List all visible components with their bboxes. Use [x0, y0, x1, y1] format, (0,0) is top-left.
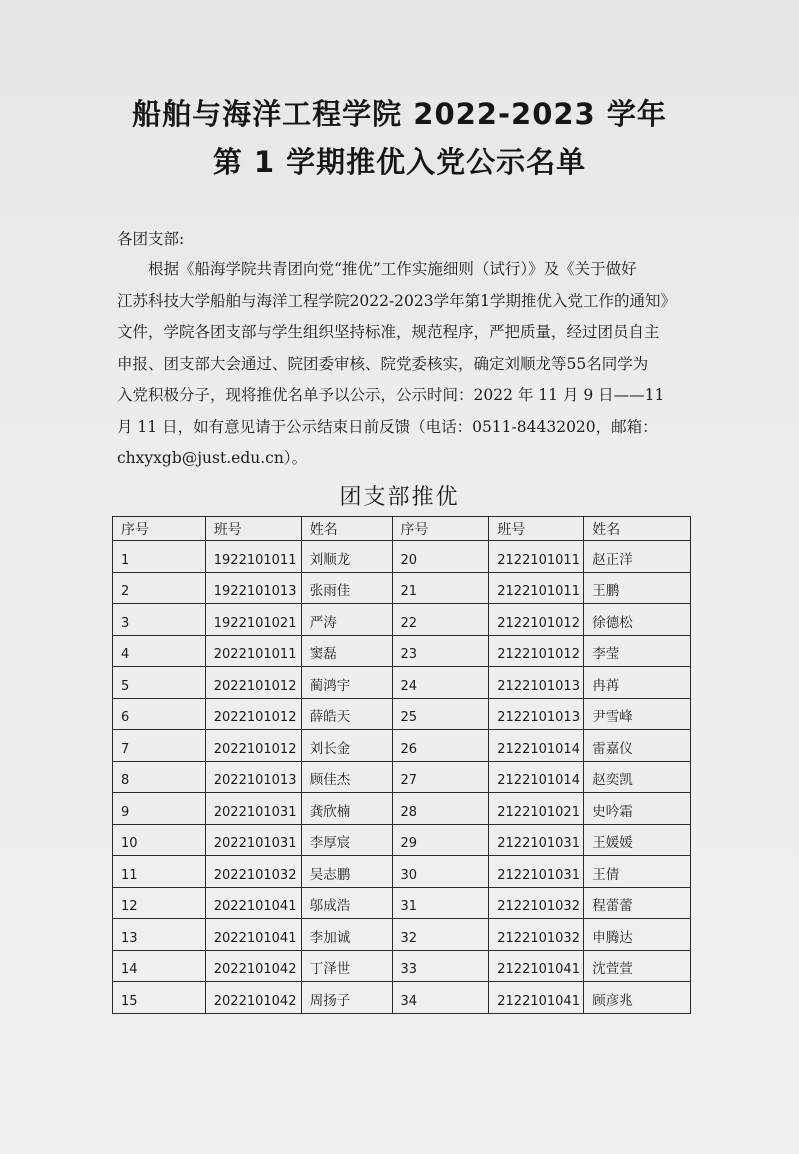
cell-class: 2122101013	[489, 667, 584, 699]
table-row	[113, 824, 691, 856]
cell-seq: 21	[392, 572, 489, 604]
cell-seq: 10	[113, 824, 206, 856]
cell-class: 2122101031	[489, 824, 584, 856]
header-seq-left: 序号	[113, 517, 206, 541]
cell-seq: 11	[113, 856, 206, 888]
cell-name: 顾彦兆	[584, 982, 691, 1014]
cell-seq: 5	[113, 667, 206, 699]
cell-name: 冉苒	[584, 667, 691, 699]
cell-name: 顾佳杰	[301, 761, 392, 793]
table-row	[113, 793, 691, 825]
cell-seq: 1	[113, 541, 206, 573]
cell-seq: 27	[392, 761, 489, 793]
cell-name: 邬成浩	[301, 887, 392, 919]
table-body	[113, 541, 691, 1014]
cell-name: 周扬子	[301, 982, 392, 1014]
cell-seq: 30	[392, 856, 489, 888]
header-class-right: 班号	[489, 517, 584, 541]
cell-seq: 33	[392, 950, 489, 982]
cell-name: 刘长金	[301, 730, 392, 762]
cell-name: 沈萱萱	[584, 950, 691, 982]
cell-name: 王鹏	[584, 572, 691, 604]
cell-name: 徐德松	[584, 604, 691, 636]
cell-seq: 7	[113, 730, 206, 762]
cell-name: 丁泽世	[301, 950, 392, 982]
recommendation-table	[112, 516, 691, 1014]
cell-name: 赵奕凯	[584, 761, 691, 793]
header-name-right: 姓名	[584, 517, 691, 541]
cell-seq: 20	[392, 541, 489, 573]
cell-seq: 13	[113, 919, 206, 951]
cell-class: 2022101012	[205, 730, 301, 762]
cell-seq: 34	[392, 982, 489, 1014]
cell-seq: 12	[113, 887, 206, 919]
paragraph-line: 月 11 日，如有意见请于公示结束日前反馈（电话：0511-84432020，邮箱：	[117, 417, 658, 436]
cell-seq: 29	[392, 824, 489, 856]
cell-class: 2022101012	[205, 698, 301, 730]
cell-class: 2022101041	[205, 887, 301, 919]
cell-class: 2022101031	[205, 824, 301, 856]
cell-name: 尹雪峰	[584, 698, 691, 730]
header-name-left: 姓名	[301, 517, 392, 541]
cell-name: 史吟霜	[584, 793, 691, 825]
cell-name: 李加诚	[301, 919, 392, 951]
document-title-line1: 船舶与海洋工程学院 2022-2023 学年	[132, 97, 667, 131]
header-seq-right: 序号	[392, 517, 489, 541]
table-title: 团支部推优	[339, 485, 460, 510]
cell-class: 2022101011	[205, 635, 301, 667]
paragraph-line: 根据《船海学院共青团向党“推优”工作实施细则（试行）》及《关于做好	[148, 260, 637, 278]
cell-class: 2122101014	[489, 730, 584, 762]
cell-seq: 24	[392, 667, 489, 699]
cell-class: 2122101011	[489, 572, 584, 604]
cell-seq: 6	[113, 698, 206, 730]
cell-name: 雷嘉仪	[584, 730, 691, 762]
paragraph-line: 入党积极分子，现将推优名单予以公示，公示时间：2022 年 11 月 9 日——11	[117, 386, 665, 404]
cell-class: 2022101031	[205, 793, 301, 825]
cell-seq: 8	[113, 761, 206, 793]
cell-name: 李莹	[584, 635, 691, 667]
table-row	[113, 761, 691, 793]
announcement-paragraph	[117, 254, 697, 475]
cell-seq: 32	[392, 919, 489, 951]
cell-name: 刘顺龙	[301, 541, 392, 573]
cell-name: 赵正洋	[584, 541, 691, 573]
cell-name: 王媛媛	[584, 824, 691, 856]
table-row	[113, 572, 691, 604]
table-row	[113, 856, 691, 888]
table-row	[113, 730, 691, 762]
cell-class: 2122101021	[489, 793, 584, 825]
cell-class: 2022101042	[205, 950, 301, 982]
paragraph-line: 文件，学院各团支部与学生组织坚持标准，规范程序，严把质量，经过团员自主	[117, 323, 660, 341]
table-row	[113, 604, 691, 636]
cell-seq: 31	[392, 887, 489, 919]
cell-class: 2022101013	[205, 761, 301, 793]
cell-seq: 23	[392, 635, 489, 667]
table-row	[113, 982, 691, 1014]
table-row	[113, 887, 691, 919]
cell-seq: 15	[113, 982, 206, 1014]
cell-class: 2122101012	[489, 604, 584, 636]
cell-name: 吴志鹏	[301, 856, 392, 888]
cell-class: 2122101041	[489, 950, 584, 982]
paragraph-line: chxyxgb@just.edu.cn）。	[117, 449, 308, 467]
cell-name: 龚欣楠	[301, 793, 392, 825]
cell-seq: 3	[113, 604, 206, 636]
cell-seq: 9	[113, 793, 206, 825]
cell-name: 申腾达	[584, 919, 691, 951]
cell-class: 2122101012	[489, 635, 584, 667]
cell-name: 张雨佳	[301, 572, 392, 604]
cell-class: 2122101032	[489, 919, 584, 951]
cell-seq: 26	[392, 730, 489, 762]
table-row	[113, 667, 691, 699]
cell-class: 2122101041	[489, 982, 584, 1014]
cell-class: 1922101021	[205, 604, 301, 636]
table-header-row	[113, 517, 691, 541]
cell-name: 蔺鸿宇	[301, 667, 392, 699]
cell-class: 2022101012	[205, 667, 301, 699]
cell-class: 1922101011	[205, 541, 301, 573]
cell-seq: 14	[113, 950, 206, 982]
table-row	[113, 635, 691, 667]
cell-class: 2022101041	[205, 919, 301, 951]
cell-seq: 25	[392, 698, 489, 730]
table-row	[113, 950, 691, 982]
header-class-left: 班号	[205, 517, 301, 541]
cell-name: 窦磊	[301, 635, 392, 667]
paragraph-line: 申报、团支部大会通过、院团委审核、院党委核实，确定刘顺龙等55名同学为	[117, 354, 649, 373]
cell-name: 李厚宸	[301, 824, 392, 856]
cell-class: 2122101013	[489, 698, 584, 730]
cell-class: 2022101032	[205, 856, 301, 888]
cell-seq: 22	[392, 604, 489, 636]
cell-class: 2022101042	[205, 982, 301, 1014]
cell-seq: 2	[113, 572, 206, 604]
cell-name: 王倩	[584, 856, 691, 888]
cell-seq: 4	[113, 635, 206, 667]
table-row	[113, 541, 691, 573]
paragraph-line: 江苏科技大学船舶与海洋工程学院2022-2023学年第1学期推优入党工作的通知》	[117, 291, 676, 310]
cell-seq: 28	[392, 793, 489, 825]
cell-name: 薛皓天	[301, 698, 392, 730]
cell-class: 1922101013	[205, 572, 301, 604]
cell-class: 2122101032	[489, 887, 584, 919]
cell-class: 2122101014	[489, 761, 584, 793]
document-title-line2: 第 1 学期推优入党公示名单	[212, 145, 587, 179]
cell-class: 2122101031	[489, 856, 584, 888]
cell-name: 严涛	[301, 604, 392, 636]
cell-class: 2122101011	[489, 541, 584, 573]
table-row	[113, 919, 691, 951]
table-row	[113, 698, 691, 730]
greeting: 各团支部:	[117, 230, 185, 248]
cell-name: 程蕾蕾	[584, 887, 691, 919]
